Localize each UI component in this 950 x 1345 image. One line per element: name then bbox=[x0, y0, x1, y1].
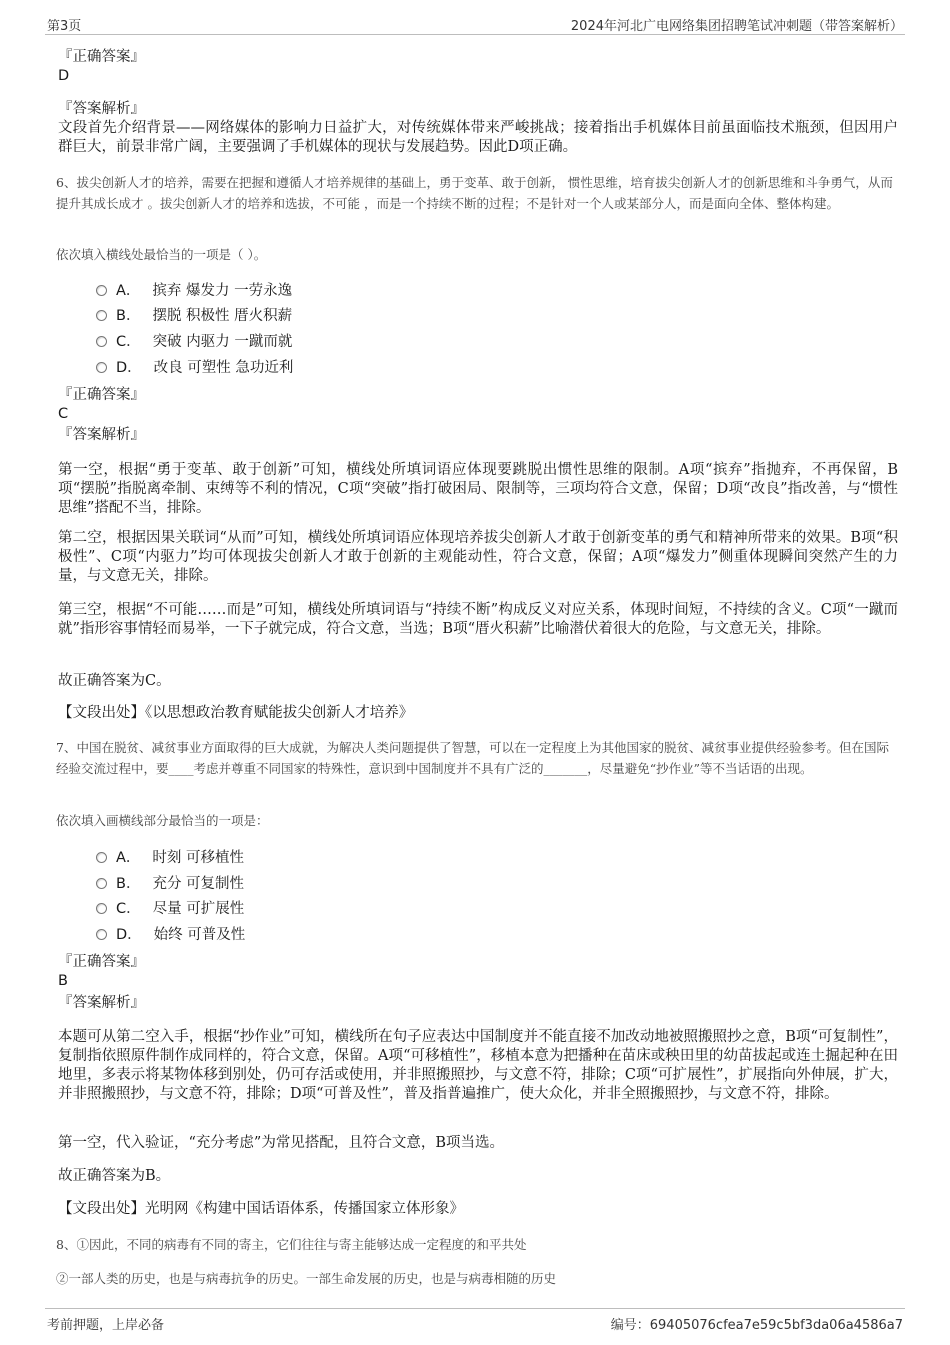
question-stem: 7、中国在脱贫、减贫事业方面取得的巨大成就，为解决人类问题提供了智慧，可以在一定程度上为其他国家的脱贫、减贫事业提供经验参考。但在国际经验交流过程中，要____考虑并尊重不同国家的特殊性，意识到中国制度并不具有广泛的_______，尽量避免“抄作业”等不当话语的出现。 bbox=[56, 740, 889, 776]
radio-icon[interactable] bbox=[96, 852, 107, 863]
question-prompt: 依次填入横线处最恰当的一项是（ ）。 bbox=[56, 247, 267, 262]
answer-value: D bbox=[58, 68, 70, 84]
option-c[interactable]: C． 突破 内驱力 一蹴而就 bbox=[96, 332, 292, 352]
document-code: 编号：69405076cfea7e59c5bf3da06a4586a7 bbox=[610, 1318, 903, 1333]
option-d[interactable]: D． 始终 可普及性 bbox=[96, 925, 245, 945]
analysis-paragraph: 第一空，根据“勇于变革、敢于创新”可知，横线处所填词语应体现要跳脱出惯性思维的限制。A项“摈弃”指抛弃，不再保留，B项“摆脱”指脱离牵制、束缚等不利的情况，C项“突破”指打破困局、限制等，三项均符合文意，保留；D项“改良”指改善，与“惯性思维”搭配不当，排除。 bbox=[58, 462, 898, 516]
conclusion: 故正确答案为C。 bbox=[58, 673, 171, 689]
analysis-paragraph: 第二空，根据因果关联词“从而”可知，横线处所填词语应体现培养拔尖创新人才敢于创新变革的勇气和精神所带来的效果。B项“积极性”、C项“内驱力”均可体现拔尖创新人才敢于创新的主观能动性，符合文意，保留；A项“爆发力”侧重体现瞬间突然产生的力量，与文意无关，排除。 bbox=[58, 530, 898, 584]
radio-icon[interactable] bbox=[96, 310, 107, 321]
page-footer bbox=[45, 1308, 905, 1333]
radio-icon[interactable] bbox=[96, 362, 107, 373]
answer-value: C bbox=[58, 406, 69, 422]
radio-icon[interactable] bbox=[96, 878, 107, 889]
option-d[interactable]: D． 改良 可塑性 急功近利 bbox=[96, 358, 293, 378]
radio-icon[interactable] bbox=[96, 929, 107, 940]
option-b[interactable]: B． 充分 可复制性 bbox=[96, 874, 244, 894]
analysis-text: 文段首先介绍背景——网络媒体的影响力日益扩大，对传统媒体带来严峻挑战；接着指出手机媒体目前虽面临技术瓶颈，但因用户群巨大，前景非常广阔，主要强调了手机媒体的现状与发展趋势。因此D项正确。 bbox=[58, 120, 898, 155]
answer-label: 『正确答案』 bbox=[58, 954, 145, 970]
analysis-label: 『答案解析』 bbox=[58, 101, 145, 117]
source-citation: 【文段出处】《以思想政治教育赋能拔尖创新人才培养》 bbox=[58, 705, 414, 721]
conclusion: 故正确答案为B。 bbox=[58, 1168, 171, 1184]
radio-icon[interactable] bbox=[96, 903, 107, 914]
radio-icon[interactable] bbox=[96, 336, 107, 347]
question-prompt: 依次填入画横线部分最恰当的一项是： bbox=[56, 813, 269, 828]
radio-icon[interactable] bbox=[96, 285, 107, 296]
question-stem: 6、拔尖创新人才的培养，需要在把握和遵循人才培养规律的基础上，勇于变革、敢于创新， 惯性思维，培育拔尖创新人才的创新思维和斗争勇气，从而提升其成长成才 。拔尖创新人才的培养和选拔，不可能 ，而是一个持续不断的过程；不是针对一个人或某部分人，而是面向全体、整体构建。 bbox=[56, 175, 893, 211]
page-header bbox=[45, 12, 905, 35]
option-c[interactable]: C． 尽量 可扩展性 bbox=[96, 899, 244, 919]
analysis-paragraph: 本题可从第二空入手，根据“抄作业”可知，横线所在句子应表达中国制度并不能直接不加改动地被照搬照抄之意，B项“可复制性”，复制指依照原件制作成同样的，符合文意，保留。A项“可移植性”，移植本意为把播种在苗床或秧田里的幼苗拔起或连土掘起种在田地里，多表示将某物体移到别处，仍可存活或使用，并非照搬照抄，与文意不符，排除；C项“可扩展性”，扩展指向外伸展，扩大，并非照搬照抄，与文意不符，排除；D项“可普及性”，普及指普遍推广，使大众化，并非全照搬照抄，与文意不符，排除。 bbox=[58, 1029, 898, 1102]
option-b[interactable]: B． 摆脱 积极性 厝火积薪 bbox=[96, 306, 292, 326]
analysis-paragraph: 第三空，根据“不可能……而是”可知，横线处所填词语与“持续不断”构成反义对应关系，体现时间短，不持续的含义。C项“一蹴而就”指形容事情轻而易举，一下子就完成，符合文意，当选；B项“厝火积薪”比喻潜伏着很大的危险，与文意无关，排除。 bbox=[58, 602, 898, 637]
option-a[interactable]: A． 摈弃 爆发力 一劳永逸 bbox=[96, 281, 292, 301]
analysis-paragraph: 第一空，代入验证，“充分考虑”为常见搭配，且符合文意，B项当选。 bbox=[58, 1135, 504, 1151]
analysis-label: 『答案解析』 bbox=[58, 427, 145, 443]
source-citation: 【文段出处】光明网《构建中国话语体系，传播国家立体形象》 bbox=[58, 1201, 464, 1217]
option-a[interactable]: A． 时刻 可移植性 bbox=[96, 848, 244, 868]
question-line: ②一部人类的历史，也是与病毒抗争的历史。一部生命发展的历史，也是与病毒相随的历史 bbox=[56, 1271, 557, 1286]
answer-label: 『正确答案』 bbox=[58, 387, 145, 403]
document-title: 2024年河北广电网络集团招聘笔试冲刺题（带答案解析） bbox=[570, 19, 903, 34]
page-number: 第3页 bbox=[47, 19, 82, 34]
answer-label: 『正确答案』 bbox=[58, 49, 145, 65]
question-stem: 8、①因此，不同的病毒有不同的寄主，它们往往与寄主能够达成一定程度的和平共处 bbox=[56, 1237, 527, 1252]
footer-slogan: 考前押题，上岸必备 bbox=[47, 1318, 165, 1333]
analysis-label: 『答案解析』 bbox=[58, 995, 145, 1011]
answer-value: B bbox=[58, 973, 68, 989]
